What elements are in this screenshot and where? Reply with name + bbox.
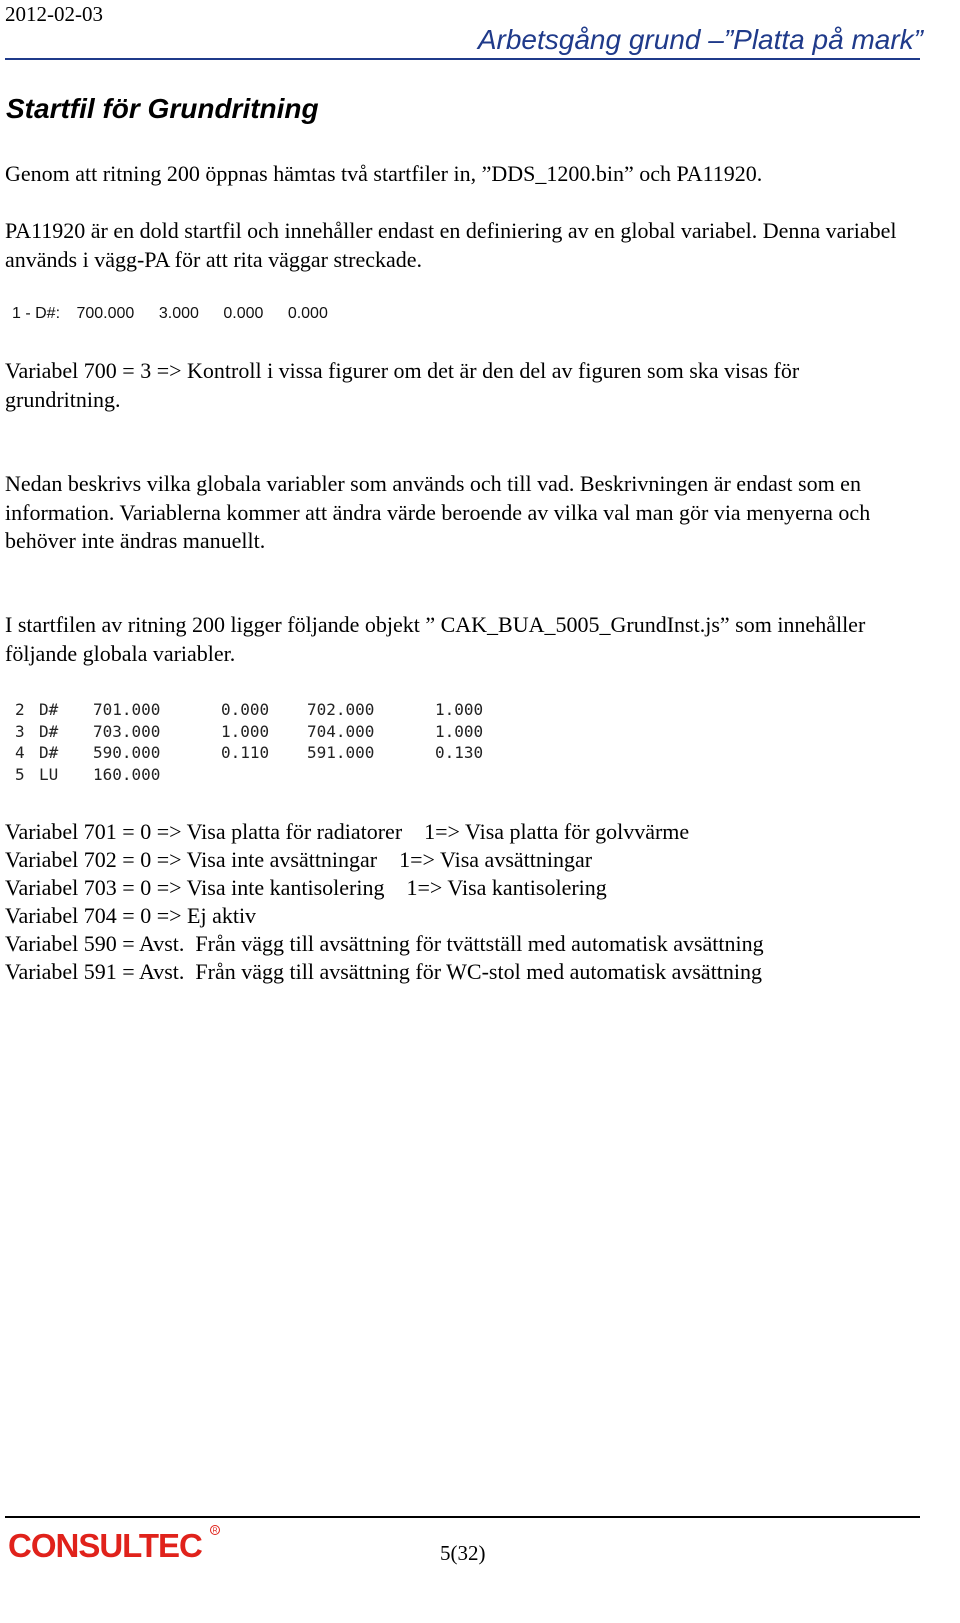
table-row bbox=[15, 722, 495, 744]
table-cell: 590.000 bbox=[93, 743, 161, 762]
table-row bbox=[15, 700, 495, 722]
paragraph-startfiles bbox=[5, 160, 910, 189]
document-date: 2012-02-03 bbox=[5, 2, 103, 26]
pa-line-value: 3.000 bbox=[158, 305, 199, 322]
table-cell: 5 bbox=[15, 764, 25, 784]
table-cell: 591.000 bbox=[307, 743, 375, 762]
pa-line-value: 700.000 bbox=[76, 305, 135, 322]
svg-text:CONSULTEC: CONSULTEC bbox=[8, 1527, 202, 1564]
variable-description-list bbox=[5, 818, 764, 986]
header-divider bbox=[5, 58, 920, 60]
paragraph-text: Genom att ritning 200 öppnas hämtas två startfiler in, ”DDS_1200.bin” och PA11920. bbox=[5, 161, 763, 186]
table-cell: 702.000 bbox=[307, 700, 375, 719]
list-item: Variabel 701 = 0 => Visa platta för radiatorer 1=> Visa platta för golvvärme bbox=[5, 819, 690, 844]
consultec-logo bbox=[6, 1524, 221, 1569]
table-cell: 2 bbox=[15, 700, 25, 719]
table-cell: 3 bbox=[15, 721, 25, 741]
section-heading: Startfil för Grundritning bbox=[6, 93, 319, 124]
list-item: Variabel 702 = 0 => Visa inte avsättningar 1=> Visa avsättningar bbox=[5, 847, 593, 872]
table-cell: LU bbox=[39, 764, 59, 784]
paragraph-global-variables bbox=[5, 470, 910, 556]
pa-line-value: 0.000 bbox=[287, 305, 328, 322]
paragraph-text: I startfilen av ritning 200 ligger följande objekt ” CAK_BUA_5005_GrundInst.js” som innehåller följande globala variabler. bbox=[5, 612, 866, 666]
global-variable-table bbox=[15, 700, 495, 786]
paragraph-text: PA11920 är en dold startfil och innehåller endast en definiering av en global variabel. Denna variabel används i vägg-PA för att rita väggar streckade. bbox=[5, 218, 897, 272]
table-cell: 0.110 bbox=[221, 743, 270, 762]
footer-divider bbox=[5, 1516, 920, 1518]
table-cell: 1.000 bbox=[221, 721, 270, 741]
document-title: Arbetsgång grund –”Platta på mark” bbox=[477, 24, 923, 55]
paragraph-text: Variabel 700 = 3 => Kontroll i vissa figurer om det är den del av figuren som ska visas för grundritning. bbox=[5, 358, 800, 412]
table-cell: 0.130 bbox=[435, 743, 484, 762]
table-cell bbox=[307, 765, 435, 787]
table-cell: 1.000 bbox=[435, 700, 484, 719]
table-cell: D# bbox=[39, 700, 59, 719]
pa-variable-line bbox=[12, 305, 348, 323]
table-cell bbox=[221, 765, 307, 787]
table-cell: 160.000 bbox=[93, 764, 161, 784]
list-item: Variabel 704 = 0 => Ej aktiv bbox=[5, 903, 257, 928]
table-cell: 1.000 bbox=[435, 721, 484, 741]
paragraph-pa11920 bbox=[5, 217, 910, 274]
list-item: Variabel 703 = 0 => Visa inte kantisolering 1=> Visa kantisolering bbox=[5, 875, 607, 900]
pa-line-label: 1 - D#: bbox=[12, 305, 61, 322]
paragraph-startfile-object bbox=[5, 611, 910, 668]
table-cell: 704.000 bbox=[307, 721, 375, 741]
paragraph-variable-700 bbox=[5, 357, 910, 414]
table-row bbox=[15, 743, 495, 765]
table-cell: 701.000 bbox=[93, 700, 161, 719]
table-cell: D# bbox=[39, 721, 59, 741]
table-cell: D# bbox=[39, 743, 59, 762]
list-item: Variabel 590 = Avst. Från vägg till avsättning för tvättställ med automatisk avsättning bbox=[5, 931, 764, 956]
list-item: Variabel 591 = Avst. Från vägg till avsättning för WC-stol med automatisk avsättning bbox=[5, 959, 763, 984]
pa-line-value: 0.000 bbox=[223, 305, 264, 322]
svg-text:R: R bbox=[212, 1527, 218, 1535]
paragraph-text: Nedan beskrivs vilka globala variabler som används och till vad. Beskrivningen är endast som en information. Variablerna kommer att ändra värde beroende av vilka val man gör via menyerna och behöver inte ändras manuellt. bbox=[5, 471, 871, 553]
consultec-logo-graphic bbox=[6, 1524, 221, 1564]
table-cell: 4 bbox=[15, 743, 25, 762]
table-cell bbox=[435, 765, 495, 787]
table-cell: 703.000 bbox=[93, 721, 161, 741]
table-cell: 0.000 bbox=[221, 700, 270, 719]
table-row bbox=[15, 765, 495, 787]
page-number: 5(32) bbox=[440, 1541, 486, 1565]
